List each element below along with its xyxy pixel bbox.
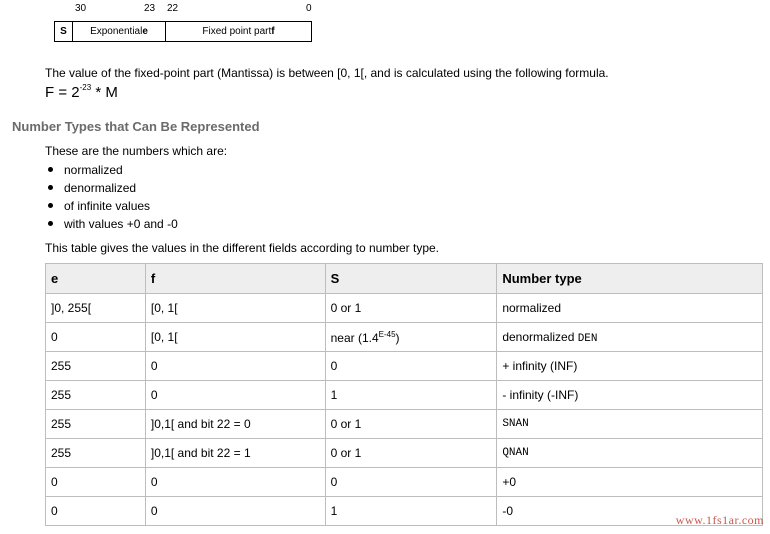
den-token: DEN	[577, 332, 598, 345]
cell-s: 1	[325, 381, 497, 410]
cell-number-type: - infinity (-INF)	[497, 381, 763, 410]
header-number-type: Number type	[497, 264, 763, 294]
cell-s: 0 or 1	[325, 410, 497, 439]
table-row	[46, 381, 763, 410]
cell-number-type: -0	[497, 497, 763, 526]
cell-number-type: QNAN	[497, 439, 763, 468]
table-header-row	[46, 264, 763, 294]
list-item: normalized	[46, 161, 178, 179]
cell-number-type	[497, 323, 763, 352]
mantissa-formula	[45, 83, 118, 101]
cell-s: 0 or 1	[325, 294, 497, 323]
list-item: with values +0 and -0	[46, 215, 178, 233]
cell-f: ]0,1[ and bit 22 = 1	[145, 439, 325, 468]
table-row	[46, 497, 763, 526]
cell-f: 0	[145, 468, 325, 497]
cell-s: 0	[325, 468, 497, 497]
fixed-point-field-label: Fixed point part	[202, 26, 272, 37]
cell-s: 1	[325, 497, 497, 526]
near-value: near (1.4	[330, 330, 379, 345]
exponent-field-label: Exponential	[90, 26, 143, 37]
formula-prefix: F = 2	[45, 84, 80, 101]
fixed-point-field	[166, 22, 311, 41]
section-heading: Number Types that Can Be Represented	[12, 119, 260, 134]
table-row	[46, 294, 763, 323]
cell-f: 0	[145, 497, 325, 526]
table-row	[46, 323, 763, 352]
cell-s	[325, 323, 497, 352]
table-row	[46, 468, 763, 497]
cell-number-type: +0	[497, 468, 763, 497]
intro-text: These are the numbers which are:	[45, 144, 228, 158]
cell-number-type: + infinity (INF)	[497, 352, 763, 381]
sign-field: S	[55, 22, 73, 41]
header-s: S	[325, 264, 497, 294]
cell-e: 255	[46, 410, 146, 439]
list-item: denormalized	[46, 179, 178, 197]
cell-f: ]0,1[ and bit 22 = 0	[145, 410, 325, 439]
mantissa-description: The value of the fixed-point part (Mantissa) is between [0, 1[, and is calculated using the following formula.	[45, 66, 609, 80]
cell-s: 0 or 1	[325, 439, 497, 468]
cell-f: [0, 1[	[145, 294, 325, 323]
bit-layout-diagram	[54, 21, 312, 42]
exponent-field	[73, 22, 166, 41]
number-type-text: denormalized DEN	[502, 329, 598, 345]
cell-e: 0	[46, 497, 146, 526]
watermark: www.1fs1ar.com	[675, 513, 764, 527]
formula-exponent: -23	[79, 83, 92, 92]
cell-f: 0	[145, 352, 325, 381]
cell-e: 255	[46, 352, 146, 381]
table-row	[46, 352, 763, 381]
near-suffix: )	[395, 330, 400, 345]
number-types-table	[45, 263, 763, 526]
bit-30-label: 30	[75, 3, 87, 14]
exponent-symbol: e	[142, 26, 148, 37]
cell-number-type: SNAN	[497, 410, 763, 439]
fixed-point-symbol: f	[271, 26, 275, 37]
cell-e: ]0, 255[	[46, 294, 146, 323]
table-row	[46, 439, 763, 468]
cell-f: 0	[145, 381, 325, 410]
number-types-list	[46, 161, 178, 233]
cell-e: 0	[46, 468, 146, 497]
bit-position-labels	[0, 3, 330, 17]
cell-e: 255	[46, 381, 146, 410]
header-e: e	[46, 264, 146, 294]
table-row	[46, 410, 763, 439]
cell-e: 255	[46, 439, 146, 468]
formula-suffix: * M	[91, 84, 118, 101]
table-intro: This table gives the values in the different fields according to number type.	[45, 241, 440, 255]
list-item: of infinite values	[46, 197, 178, 215]
bit-0-label: 0	[306, 3, 312, 14]
bit-22-label: 22	[167, 3, 179, 14]
bit-23-label: 23	[144, 3, 156, 14]
header-f: f	[145, 264, 325, 294]
cell-s: 0	[325, 352, 497, 381]
cell-number-type: normalized	[497, 294, 763, 323]
cell-e: 0	[46, 323, 146, 352]
cell-f: [0, 1[	[145, 323, 325, 352]
near-exponent: E-45	[378, 329, 396, 339]
